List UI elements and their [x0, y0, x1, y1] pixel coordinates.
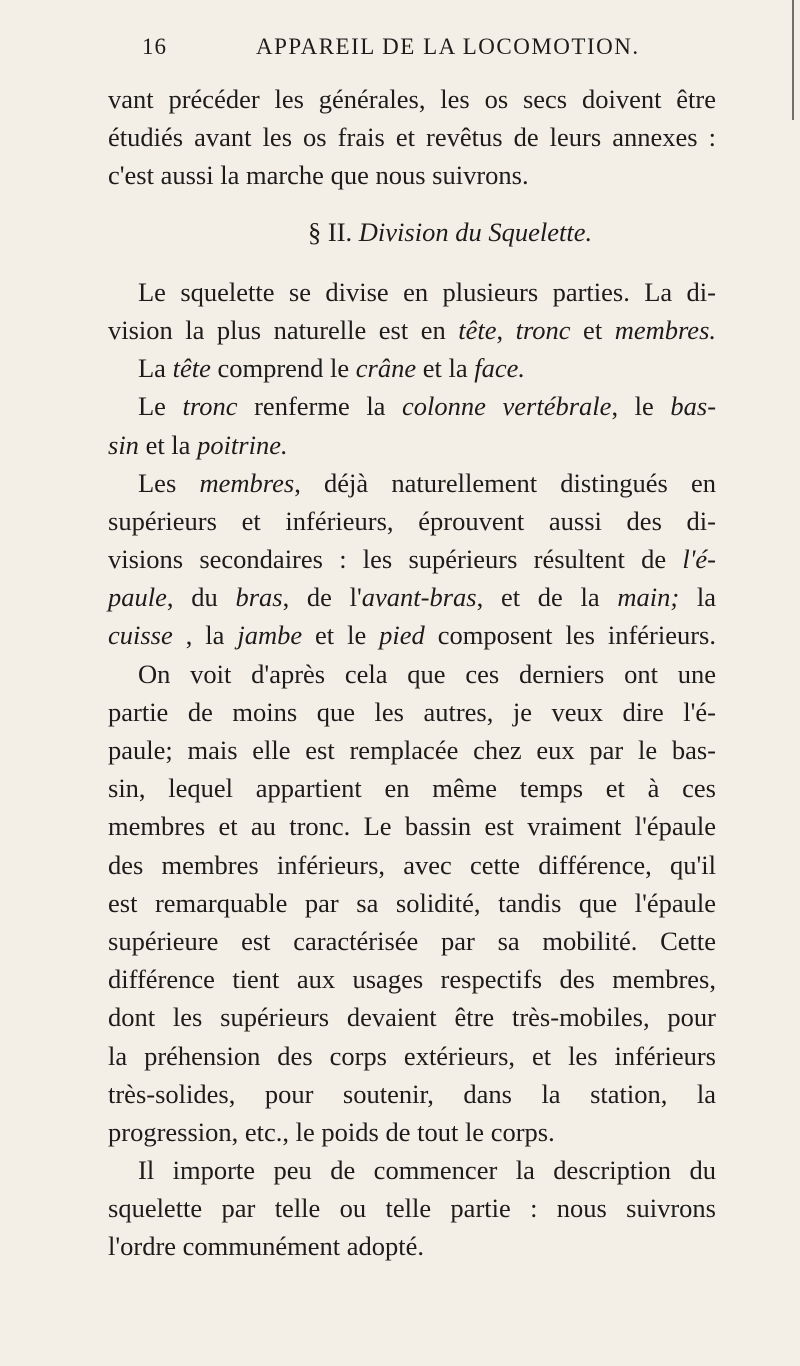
text-line: l'ordre communément adopté. — [108, 1231, 425, 1262]
text-span: Le — [138, 391, 183, 422]
text-line: progression, etc., le poids de tout le corps. — [108, 1116, 555, 1147]
page-number: 16 — [142, 34, 167, 59]
text-line — [108, 616, 716, 654]
italic-term: tête — [458, 314, 497, 345]
italic-term: face. — [474, 353, 526, 384]
text-line: Il importe peu de commencer la description du — [138, 1155, 716, 1186]
text-span: et la — [138, 429, 198, 460]
italic-term: main; — [617, 582, 680, 613]
italic-term: tronc — [515, 314, 571, 345]
text-line: On voit d'après cela que ces derniers ont une — [138, 658, 716, 689]
italic-term: tronc — [182, 391, 238, 422]
text-span: composent les inférieurs. — [424, 620, 716, 651]
running-head — [142, 30, 722, 64]
section-heading-number: § II. — [308, 216, 359, 247]
text-line: la préhension des corps extérieurs, et les inférieurs — [108, 1040, 716, 1071]
text-line: squelette par telle ou telle partie : nous suivrons — [108, 1193, 716, 1224]
text-line — [108, 464, 716, 502]
text-span: , du — [166, 582, 236, 613]
text-line: vant précéder les générales, les os secs doivent être — [108, 84, 716, 114]
italic-term: membres — [199, 467, 295, 498]
italic-term: membres. — [614, 314, 717, 345]
text-line: sin, lequel appartient en même temps et à ces — [108, 773, 716, 804]
text-span: et le — [302, 620, 380, 651]
italic-term: cuisse — [108, 620, 173, 651]
text-line: Le squelette se divise en plusieurs parties. La di- — [138, 276, 716, 307]
text-span: , — [496, 314, 516, 345]
text-span: , déjà naturellement distingués en — [294, 467, 716, 498]
section-heading-title: Division du Squelette. — [358, 216, 593, 247]
text-span: , la — [172, 620, 238, 651]
italic-term: crâne — [355, 353, 417, 384]
text-line — [108, 387, 716, 425]
italic-term: tête — [172, 353, 211, 384]
text-span: la — [679, 582, 717, 613]
text-line: supérieure est caractérisée par sa mobilité. Cette — [108, 925, 716, 956]
text-line: paule; mais elle est remplacée chez eux par le bas- — [108, 735, 716, 765]
italic-term: sin — [108, 429, 139, 460]
text-line: membres et au tronc. Le bassin est vraiment l'épaule — [108, 811, 716, 842]
text-line: étudiés avant les os frais et revêtus de leurs annexes : — [108, 122, 716, 153]
italic-term: pied — [379, 620, 425, 651]
text-line: dont les supérieurs devaient être très-mobiles, pour — [108, 1002, 716, 1033]
text-line: supérieurs et inférieurs, éprouvent aussi des di- — [108, 505, 716, 536]
text-span: , et de la — [476, 582, 618, 613]
text-span: renferme la — [237, 391, 403, 422]
text-line: des membres inférieurs, avec cette différence, qu'il — [108, 849, 716, 880]
italic-term: jambe — [237, 620, 303, 651]
text-line — [108, 349, 800, 387]
text-span: et — [570, 314, 615, 345]
text-line: partie de moins que les autres, je veux dire l'é- — [108, 696, 716, 727]
text-span: comprend le — [210, 353, 356, 384]
text-span: , de l' — [282, 582, 362, 613]
text-line: différence tient aux usages respectifs des membres, — [108, 964, 716, 995]
text-span: La — [138, 353, 173, 384]
text-span: et la — [416, 353, 475, 384]
running-head-title: APPAREIL DE LA LOCOMOTION. — [256, 34, 640, 59]
italic-term: avant-bras — [361, 582, 477, 613]
italic-term: poitrine. — [197, 429, 288, 460]
italic-term: colonne vertébrale — [402, 391, 612, 422]
text-span: vision la plus naturelle est en — [108, 314, 459, 345]
italic-term: paule — [108, 582, 167, 613]
text-line: est remarquable par sa solidité, tandis que l'épaule — [108, 887, 716, 918]
text-span: visions secondaires : les supérieurs résultent de — [108, 544, 683, 575]
text-line — [108, 311, 716, 349]
italic-term: bras — [235, 582, 283, 613]
text-line — [108, 540, 716, 578]
text-span: Les — [138, 467, 200, 498]
text-span: , le — [611, 391, 671, 422]
body-text — [108, 80, 800, 1266]
italic-term: l'é- — [682, 544, 716, 575]
text-line: c'est aussi la marche que nous suivrons. — [108, 160, 529, 191]
text-line — [108, 578, 716, 616]
italic-term: bas- — [670, 391, 717, 422]
text-line: très-solides, pour soutenir, dans la station, la — [108, 1078, 716, 1109]
text-line — [108, 426, 800, 464]
section-heading — [108, 213, 800, 251]
